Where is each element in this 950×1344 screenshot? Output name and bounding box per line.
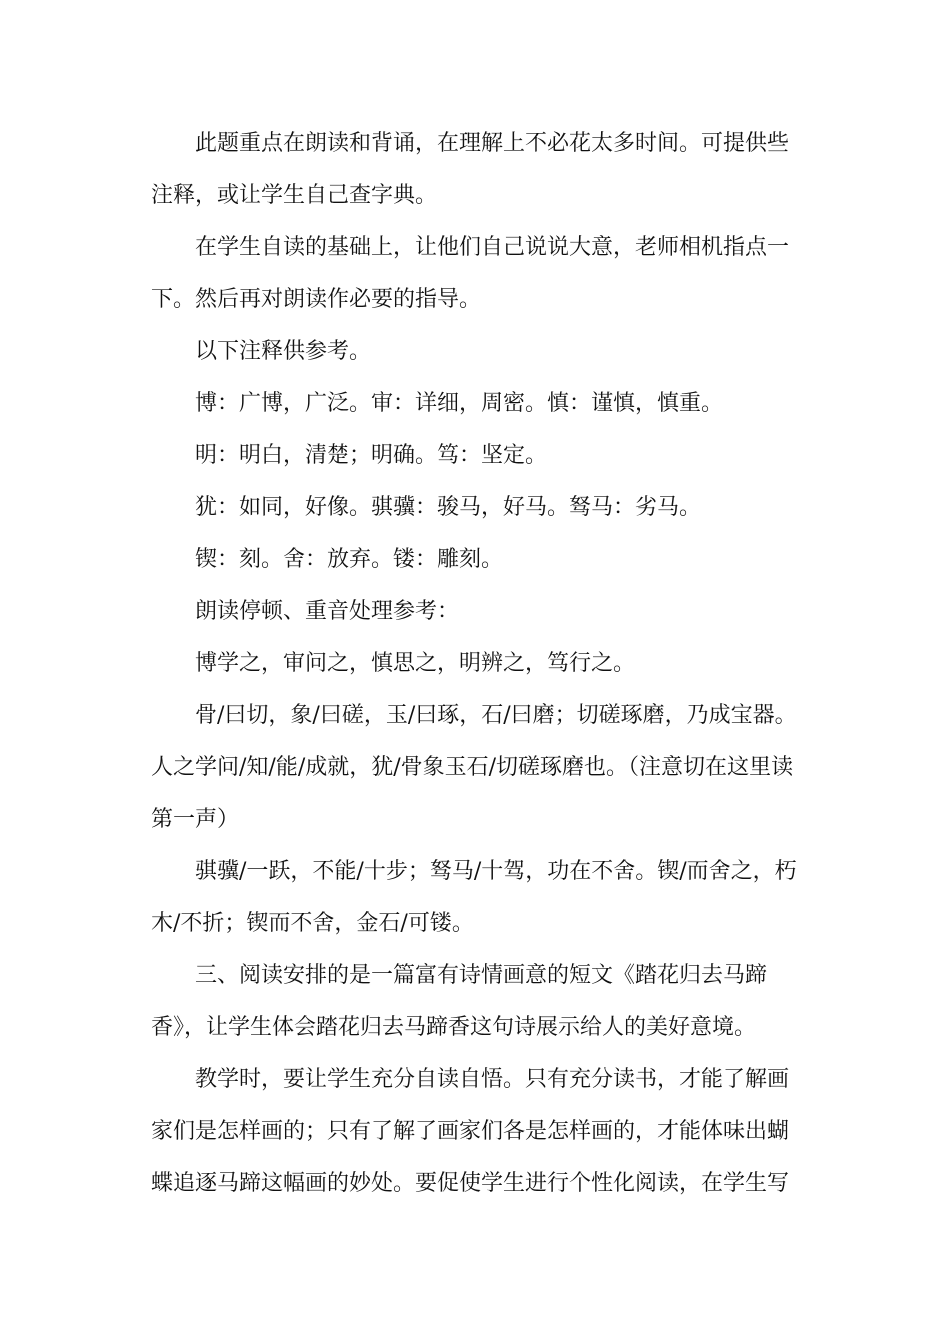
document-body: [151, 118, 806, 1210]
paragraph-7: 锲：刻。舍：放弃。镂：雕刻。: [195, 547, 504, 572]
paragraph-10: 骨/曰切，象/曰磋，玉/曰琢，石/曰磨；切磋琢磨，乃成宝器。人之学问/知/能/成就，犹/骨象玉石/切磋琢磨也。（注意切在这里读第一声）: [151, 703, 797, 832]
paragraph-5: 明：明白，清楚；明确。笃：坚定。: [195, 443, 548, 468]
paragraph-13: 教学时，要让学生充分自读自悟。只有充分读书，才能了解画家们是怎样画的；只有了解了画家们各是怎样画的，才能体味出蝴蝶追逐马蹄这幅画的妙处。要促使学生进行个性化阅读，在学生写: [151, 1067, 790, 1196]
paragraph-9: 博学之，审问之，慎思之，明辨之，笃行之。: [195, 651, 636, 676]
paragraph-8: 朗读停顿、重音处理参考：: [195, 599, 460, 624]
paragraph-12: 三、阅读安排的是一篇富有诗情画意的短文《踏花归去马蹄香》，让学生体会踏花归去马蹄香这句诗展示给人的美好意境。: [151, 963, 768, 1040]
paragraph-2: 在学生自读的基础上，让他们自己说说大意，老师相机指点一下。然后再对朗读作必要的指导。: [151, 235, 790, 312]
paragraph-3: 以下注释供参考。: [195, 339, 372, 364]
paragraph-1: 此题重点在朗读和背诵，在理解上不必花太多时间。可提供些注释，或让学生自己查字典。: [151, 131, 790, 208]
paragraph-6: 犹：如同，好像。骐骥：骏马，好马。驽马：劣马。: [195, 495, 702, 520]
paragraph-11: 骐骥/一跃，不能/十步；驽马/十驾，功在不舍。锲/而舍之，朽木/不折；锲而不舍，金石/可镂。: [151, 859, 797, 936]
paragraph-4: 博：广博，广泛。审：详细，周密。慎：谨慎，慎重。: [195, 391, 724, 416]
